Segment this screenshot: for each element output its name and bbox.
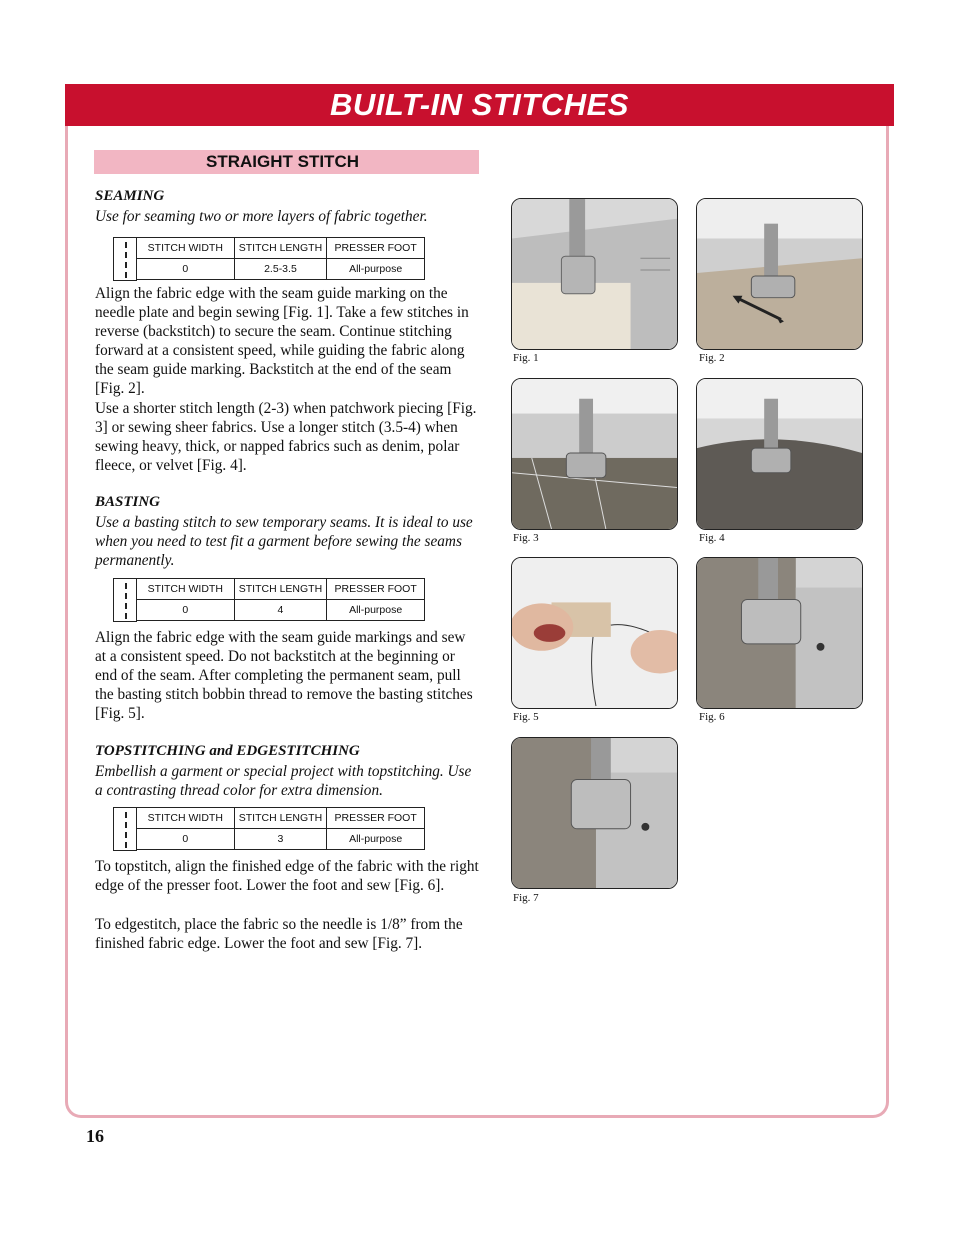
straight-stitch-icon — [113, 237, 137, 281]
straight-stitch-icon — [113, 578, 137, 622]
figure-5-image — [511, 557, 678, 709]
seaming-heading: SEAMING — [95, 188, 165, 204]
page-number: 16 — [86, 1126, 104, 1146]
figure-3-caption: Fig. 3 — [513, 532, 539, 544]
header-stitch-length: STITCH LENGTH — [234, 238, 327, 259]
figure-1-caption: Fig. 1 — [513, 352, 539, 364]
seaming-paragraph-1: Align the fabric edge with the seam guide marking on the needle plate and begin sewing [Fig. 1]. Take a few stitches in reverse (backstitch) to secure the seam. Continue stitching forward at a consistent speed, while guiding the fabric along the seam guide marking. Backstitch at the end of the seam [Fig. 2]. — [95, 285, 469, 397]
topstitching-heading: TOPSTITCHING and EDGESTITCHING — [95, 743, 360, 759]
header-presser-foot: PRESSER FOOT — [327, 579, 425, 600]
basting-settings-table — [113, 578, 425, 622]
header-stitch-width: STITCH WIDTH — [137, 238, 235, 259]
header-presser-foot: PRESSER FOOT — [327, 238, 425, 259]
figure-2-caption: Fig. 2 — [699, 352, 725, 364]
seaming-settings-table — [113, 237, 425, 281]
section-title: STRAIGHT STITCH — [206, 152, 359, 171]
header-stitch-width: STITCH WIDTH — [137, 808, 235, 829]
seaming-paragraph-2: Use a shorter stitch length (2-3) when patchwork piecing [Fig. 3] or sewing sheer fabrics. Use a longer stitch (3.5-4) when sewing heavy, thick, or napped fabrics such as denim, polar fleece, or velvet [Fig. 4]. — [95, 400, 477, 474]
topstitching-paragraph-2: To edgestitch, place the fabric so the needle is 1/8” from the finished fabric edge. Lower the foot and sew [Fig. 7]. — [95, 916, 463, 952]
figure-6-caption: Fig. 6 — [699, 711, 725, 723]
header-stitch-length: STITCH LENGTH — [234, 579, 327, 600]
topstitching-settings-table — [113, 807, 425, 851]
figure-5-caption: Fig. 5 — [513, 711, 539, 723]
header-stitch-length: STITCH LENGTH — [234, 808, 327, 829]
figure-3-image — [511, 378, 678, 530]
figure-7-caption: Fig. 7 — [513, 892, 539, 904]
value-stitch-length: 4 — [234, 600, 327, 621]
figure-4-image — [696, 378, 863, 530]
header-stitch-width: STITCH WIDTH — [137, 579, 235, 600]
basting-description: Use a basting stitch to sew temporary seams. It is ideal to use when you need to test fit a garment before sewing the seams permanently. — [95, 514, 473, 569]
value-stitch-width: 0 — [137, 829, 235, 850]
figure-7-image — [511, 737, 678, 889]
figure-2-image — [696, 198, 863, 350]
value-presser-foot: All-purpose — [327, 829, 425, 850]
value-stitch-width: 0 — [137, 600, 235, 621]
seaming-description: Use for seaming two or more layers of fabric together. — [95, 208, 428, 225]
figure-6-image — [696, 557, 863, 709]
header-presser-foot: PRESSER FOOT — [327, 808, 425, 829]
figure-1-image — [511, 198, 678, 350]
value-stitch-length: 2.5-3.5 — [234, 259, 327, 280]
value-presser-foot: All-purpose — [327, 600, 425, 621]
topstitching-paragraph-1: To topstitch, align the finished edge of the fabric with the right edge of the presser foot. Lower the foot and sew [Fig. 6]. — [95, 858, 479, 894]
value-stitch-width: 0 — [137, 259, 235, 280]
value-stitch-length: 3 — [234, 829, 327, 850]
section-header — [94, 150, 479, 174]
topstitching-description: Embellish a garment or special project with topstitching. Use a contrasting thread color for extra dimension. — [95, 763, 472, 799]
title-banner — [65, 84, 894, 126]
figure-4-caption: Fig. 4 — [699, 532, 725, 544]
basting-heading: BASTING — [95, 494, 161, 510]
page-title: BUILT-IN STITCHES — [330, 87, 629, 122]
value-presser-foot: All-purpose — [327, 259, 425, 280]
basting-paragraph: Align the fabric edge with the seam guide markings and sew at a consistent speed. Do not backstitch at the beginning or end of the seam. After completing the permanent seam, pull the basting stitch bobbin thread to remove the basting stitches [Fig. 5]. — [95, 629, 473, 722]
straight-stitch-icon — [113, 807, 137, 851]
